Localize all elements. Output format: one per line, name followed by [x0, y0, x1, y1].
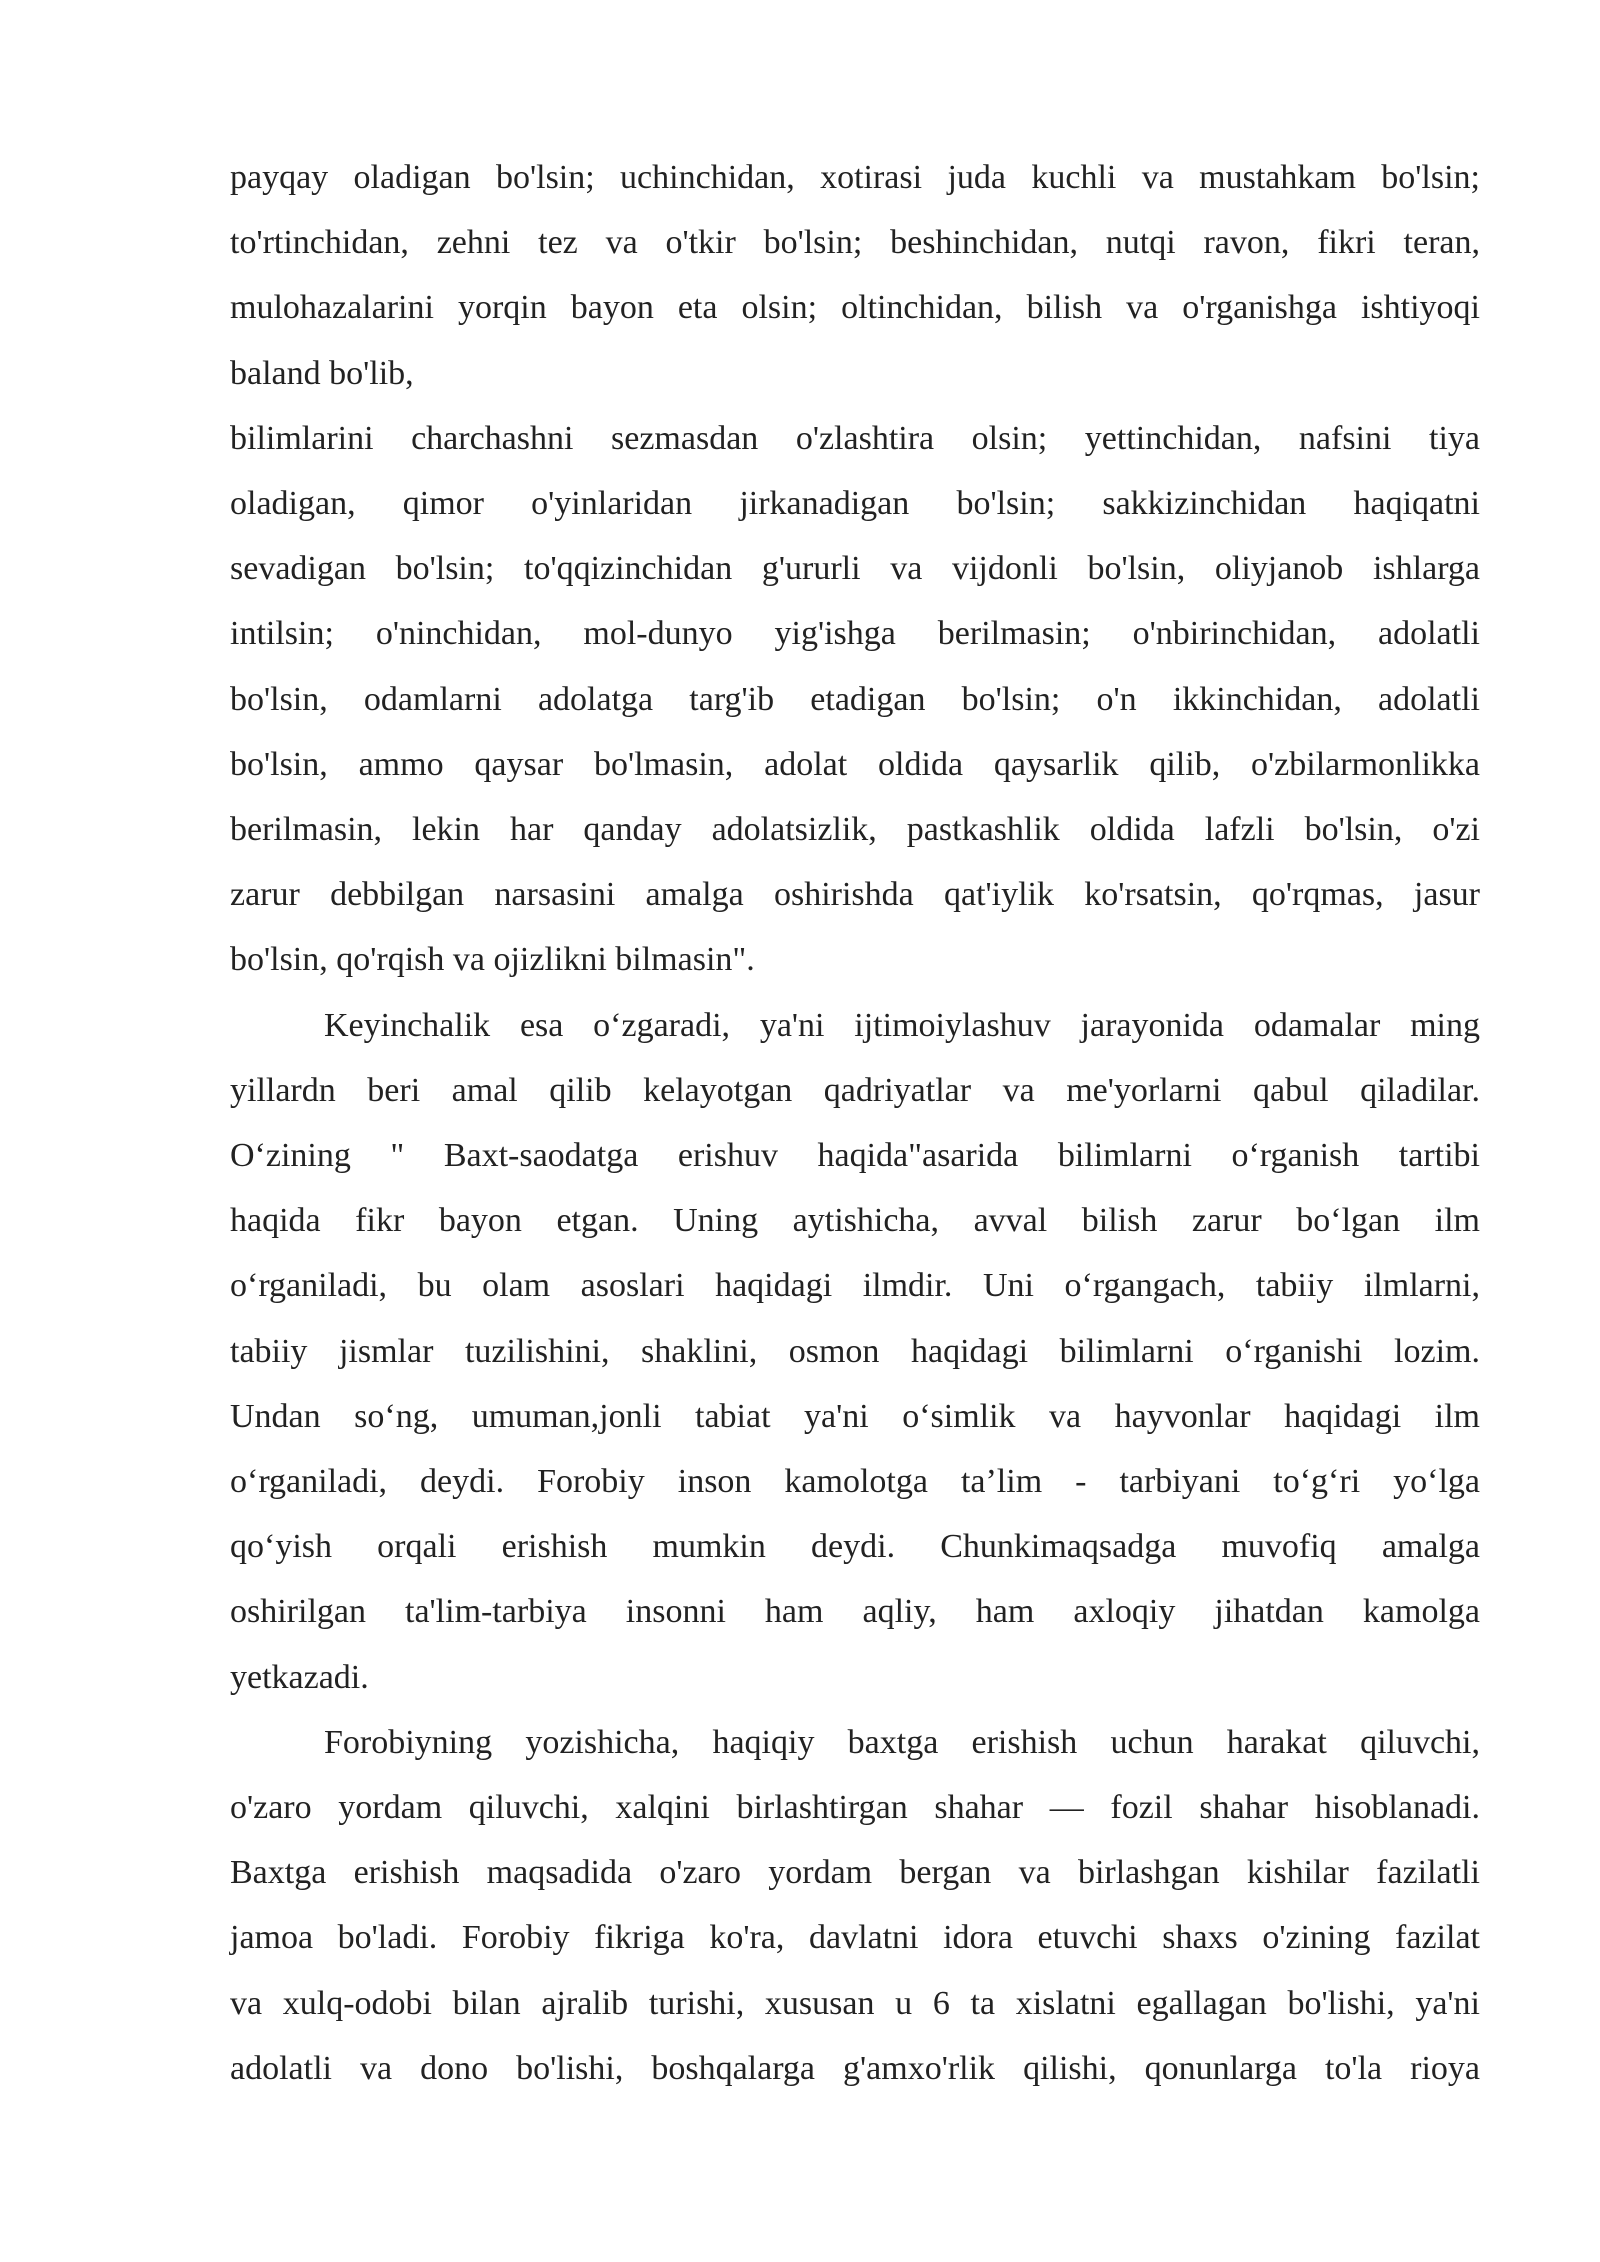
- text-line: oladigan, qimor o'yinlaridan jirkanadigan bo'lsin; sakkizinchidan haqiqatni: [230, 485, 1480, 523]
- text-line: zarur debbilgan narsasini amalga oshirishda qat'iylik ko'rsatsin, qo'rqmas, jasur: [230, 876, 1480, 914]
- text-line: intilsin; o'ninchidan, mol-dunyo yig'ishga berilmasin; o'nbirinchidan, adolatli: [230, 615, 1480, 653]
- text-line: haqida fikr bayon etgan. Uning aytishicha, avval bilish zarur bo‘lgan ilm: [230, 1202, 1480, 1240]
- text-line: O‘zining " Baxt-saodatga erishuv haqida"asarida bilimlarni o‘rganish tartibi: [230, 1137, 1480, 1175]
- text-line: o'zaro yordam qiluvchi, xalqini birlashtirgan shahar — fozil shahar hisoblanadi.: [230, 1789, 1480, 1827]
- text-line: bilimlarini charchashni sezmasdan o'zlashtira olsin; yettinchidan, nafsini tiya: [230, 419, 1480, 457]
- text-line: berilmasin, lekin har qanday adolatsizlik, pastkashlik oldida lafzli bo'lsin, o'zi: [230, 811, 1480, 849]
- text-line: yetkazadi.: [230, 1658, 369, 1696]
- document-body: [230, 145, 1480, 2101]
- text-line: Undan so‘ng, umuman,jonli tabiat ya'ni o‘simlik va hayvonlar haqidagi ilm: [230, 1397, 1480, 1435]
- text-line: tabiiy jismlar tuzilishini, shaklini, osmon haqidagi bilimlarni o‘rganishi lozim.: [230, 1332, 1480, 1370]
- text-line: va xulq-odobi bilan ajralib turishi, xususan u 6 ta xislatni egallagan bo'lishi, ya'ni: [230, 1984, 1480, 2022]
- text-line: Forobiyning yozishicha, haqiqiy baxtga erishish uchun harakat qiluvchi,: [324, 1723, 1480, 1761]
- text-line: adolatli va dono bo'lishi, boshqalarga g'amxo'rlik qilishi, qonunlarga to'la rioya: [230, 2049, 1480, 2087]
- text-line: bo'lsin, odamlarni adolatga targ'ib etadigan bo'lsin; o'n ikkinchidan, adolatli: [230, 680, 1480, 718]
- text-line: bo'lsin, ammo qaysar bo'lmasin, adolat oldida qaysarlik qilib, o'zbilarmonlikka: [230, 745, 1480, 783]
- text-line: Keyinchalik esa o‘zgaradi, ya'ni ijtimoiylashuv jarayonida odamalar ming: [324, 1006, 1480, 1044]
- text-line: o‘rganiladi, deydi. Forobiy inson kamolotga ta’lim - tarbiyani to‘g‘ri yo‘lga: [230, 1463, 1480, 1501]
- text-line: Baxtga erishish maqsadida o'zaro yordam bergan va birlashgan kishilar fazilatli: [230, 1854, 1480, 1892]
- text-line: baland bo'lib,: [230, 354, 414, 392]
- text-line: payqay oladigan bo'lsin; uchinchidan, xotirasi juda kuchli va mustahkam bo'lsin;: [230, 159, 1480, 196]
- text-line: qo‘yish orqali erishish mumkin deydi. Chunkimaqsadga muvofiq amalga: [230, 1528, 1480, 1566]
- text-line: mulohazalarini yorqin bayon eta olsin; oltinchidan, bilish va o'rganishga ishtiyoqi: [230, 289, 1480, 327]
- text-line: bo'lsin, qo'rqish va ojizlikni bilmasin".: [230, 941, 755, 979]
- text-line: o‘rganiladi, bu olam asoslari haqidagi ilmdir. Uni o‘rgangach, tabiiy ilmlarni,: [230, 1267, 1480, 1305]
- text-line: jamoa bo'ladi. Forobiy fikriga ko'ra, davlatni idora etuvchi shaxs o'zining fazilat: [230, 1919, 1480, 1957]
- text-line: to'rtinchidan, zehni tez va o'tkir bo'lsin; beshinchidan, nutqi ravon, fikri teran,: [230, 224, 1480, 262]
- text-line: yillardn beri amal qilib kelayotgan qadriyatlar va me'yorlarni qabul qiladilar.: [230, 1071, 1480, 1109]
- text-line: sevadigan bo'lsin; to'qqizinchidan g'ururli va vijdonli bo'lsin, oliyjanob ishlarga: [230, 550, 1480, 588]
- text-line: oshirilgan ta'lim-tarbiya insonni ham aqliy, ham axloqiy jihatdan kamolga: [230, 1593, 1480, 1631]
